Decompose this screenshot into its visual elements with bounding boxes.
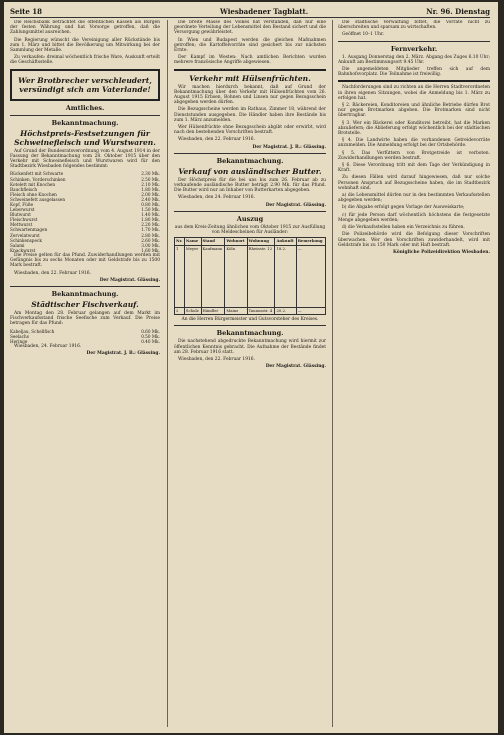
table-cell: 20.2.	[275, 307, 296, 314]
article-paragraph: § 5. Das Verfüttern von Brotgetreide ist verboten. Zuwiderhandlungen werden bestraft.	[338, 150, 490, 161]
notice-body: An die Herren Bürgermeister und Gutsvorsteher des Kreises.	[181, 317, 319, 323]
notice-body: aus dem Kreis-Zeitung ähnlichen vom Oktober 1915 zur Ausfüllung von Meldescheinen für Ausländer:	[174, 224, 326, 236]
notice-date: Wiesbaden, den 22. Februar 1916.	[178, 137, 255, 143]
notice-signature: Der Magistrat. J. B.: Glässing.	[86, 351, 160, 357]
table-row	[175, 245, 326, 307]
price-row: Kotelett mit Knochen 2.10 Mk.	[10, 181, 160, 187]
price-row: Rückenfett mit Schwarte 2.30 Mk.	[10, 171, 160, 177]
article-paragraph: b) die Abgabe erfolgt gegen Vorlage der Ausweiskarte;	[342, 205, 465, 211]
notice-subtitle: Höchstpreis-Festsetzungen für Schweinefleisch und Wurstwaren.	[14, 128, 156, 147]
price-row: Schwartenmagen 1.70 Mk.	[10, 227, 160, 233]
price-row: Kabeljau, Schellfisch 0.60 Mk.	[10, 328, 160, 334]
notice-signature: Der Magistrat. Glässing.	[265, 364, 326, 370]
table-cell: —	[296, 307, 325, 314]
price-row: Kopf, Füße 0.80 Mk.	[10, 202, 160, 207]
notice-body: Am Montag den 28. Februar gelangen auf dem Markt im Fischverkaufsstand frische Seefische zum Verkauf. Die Preise betragen für das Pfund:	[10, 310, 160, 327]
price-row: Schinkenspeck 2.60 Mk.	[10, 237, 160, 243]
notice-subtitle: Verkauf von ausländischer Butter.	[178, 166, 322, 176]
price-row: Fleischwurst 1.80 Mk.	[10, 217, 160, 223]
notice-signature: Der Magistrat. Glässing.	[265, 202, 326, 208]
notice-body: Die nachstehend abgedruckte Bekanntmachung wird hiermit zur öffentlichen Kenntnis gebracht. Die Aufnahme der Bestände findet am 28. Februar 1916 statt.	[174, 339, 326, 355]
divider	[338, 41, 490, 42]
article-paragraph: In Wien und Budapest werden die gleichen Maßnahmen getroffen; die Kartoffelvorräte sind gesichert bis zur nächsten Ernte.	[174, 37, 326, 54]
divider	[338, 80, 490, 82]
divider	[174, 325, 326, 326]
table-header: Stand	[201, 238, 225, 245]
divider	[174, 69, 326, 71]
notice-body: 1. Ausgang Donnerstag den 2. März. Abgang des Zuges 6.10 Uhr; Ankunft am Bestimmungsort 9.45 Uhr.	[338, 54, 490, 65]
table-header: Bemerkung	[296, 238, 325, 245]
notice-paragraph: Wer Hülsenfrüchte ohne Bezugsschein abgibt oder erwirbt, wird nach den bestehenden Vorschriften bestraft.	[174, 125, 326, 136]
article-paragraph: Die Reichsbank betrachtet die öffentlichen Kassen als Bürgen der festen Währung und hat Vorsorge getroffen, daß die Zahlungsmittel ausreichen.	[10, 20, 160, 36]
price-row: Mettwurst 2.20 Mk.	[10, 222, 160, 228]
notice-title: Auszug	[236, 214, 264, 223]
article-paragraph: Die Regierung wünscht die Vereinigung aller Rückstände bis zum 1. März und bittet die Bevölkerung um Mitwirkung bei der Sammlung der Metalle.	[10, 37, 160, 54]
slogan-box	[10, 69, 160, 101]
newspaper-title: Wiesbadener Tagblatt.	[220, 7, 309, 16]
notice-paragraph: Wir machen hierdurch bekannt, daß auf Grund der Bekanntmachung über den Verkehr mit Hülsenfrüchten vom 26. August 1915 Erbsen, Bohnen und Linsen nur gegen Bezugsschein abgegeben werden dürfen.	[174, 84, 326, 106]
notice-date: Wiesbaden, den 22. Februar 1916.	[178, 356, 255, 362]
article-paragraph: Nachforderungen sind zu richten an die Herren Stadtverordneten in ihren eigenen Sitzungen, wobei die Anmeldung bis 1. März zu erfolgen hat.	[338, 85, 490, 101]
page-header	[10, 7, 490, 18]
table-cell: Rheinstr. 12	[247, 245, 275, 307]
price-row: Bauchfleisch 1.80 Mk.	[10, 186, 160, 192]
notice-date: Wiesbaden, den 24. Februar 1916.	[178, 195, 255, 201]
column-rule	[167, 20, 168, 727]
column-rule	[332, 20, 333, 727]
table-cell: —	[296, 245, 325, 307]
column-3	[338, 20, 490, 728]
column-1	[10, 20, 160, 728]
article-paragraph: a) die Lebensmittel dürfen nur in den bestimmten Verkaufsstellen abgegeben werden;	[338, 193, 490, 204]
notice-signature: Der Magistrat. J. B.: Glässing.	[252, 144, 326, 150]
table-cell: 18.2.	[275, 245, 296, 307]
notice-signature: Der Magistrat. Glässing.	[99, 277, 160, 283]
article-paragraph: d) die Verkaufsstellen haben ein Verzeichnis zu führen.	[342, 225, 465, 231]
divider	[174, 153, 326, 154]
table-header: Ankunft	[275, 238, 296, 245]
article-paragraph: § 6. Diese Verordnung tritt mit dem Tage der Verkündigung in Kraft.	[338, 163, 490, 174]
price-row: Heringe 0.40 Mk.	[10, 338, 160, 344]
section-heading: Amtliches.	[65, 103, 105, 112]
table-header: Wohnort	[225, 238, 247, 245]
divider	[10, 115, 160, 116]
price-row: Fleisch ohne Knochen 2.00 Mk.	[10, 191, 160, 197]
price-row: Zervelatwurst 2.80 Mk.	[10, 232, 160, 238]
newspaper-page	[4, 2, 498, 733]
notice-title: Bekanntmachung.	[51, 118, 119, 127]
price-row: Schinken, Vorderschinken 2.50 Mk.	[10, 176, 160, 182]
article-paragraph: Zu verkaufen: dreimal wöchentlich frische Ware, Auskunft erteilt die Geschäftsstelle.	[10, 55, 160, 66]
table-cell: Kaufmann	[201, 245, 225, 307]
table-cell: Köln	[225, 245, 247, 307]
notice-body: Der Höchstpreis für die bei uns bis zum 26. Februar ab zu verkaufende ausländische Butter beträgt 2.90 Mk. für das Pfund. Die Butter wird nur an Inhaber von Butterkarten abgegeben.	[174, 177, 326, 194]
table-row	[175, 307, 326, 314]
price-row: Knackwurst 1.60 Mk.	[10, 247, 160, 253]
article-paragraph: Geöffnet 10–1 Uhr.	[342, 32, 384, 38]
article-paragraph: § 4. Die Landwirte haben die vorhandenen Getreidevorräte anzumelden. Die Anmeldung erfolgt bei der Ortsbehörde.	[338, 138, 490, 149]
article-paragraph: Die städtische Verwaltung bittet, die Vorräte nicht zu überschreiten und sparsam zu wirtschaften.	[338, 20, 490, 31]
notice-title: Verkehr mit Hülsenfrüchten.	[189, 73, 311, 83]
article-paragraph: c) für jede Person darf wöchentlich höchstens die festgesetzte Menge abgegeben werden;	[338, 212, 490, 223]
article-paragraph: Der Kampf im Westen: Nach amtlichen Berichten wurden mehrere französische Angriffe abgewiesen.	[174, 55, 326, 66]
table-cell: Händler	[201, 307, 225, 314]
notice-signature: Königliche Polizeidirektion Wiesbaden.	[392, 249, 490, 255]
notice-body: Die angemeldeten Mitglieder treffen sich auf dem Bahnhofsvorplatz. Die Teilnahme ist freiwillig.	[338, 67, 490, 78]
slogan-text: Wer Brotbrecher verschleudert, versündigt sich am Vaterlande!	[18, 75, 152, 94]
table-header: Nr.	[176, 238, 183, 244]
issue-date: Nr. 96. Dienstag	[426, 7, 490, 16]
price-list	[10, 171, 160, 253]
table-cell: Taunusstr. 4	[247, 307, 275, 314]
notice-date: Wiesbaden, den 22. Februar 1916.	[14, 270, 91, 276]
notice-intro: Auf Grund der Bundesratsverordnung vom 4. August 1914 in der Fassung der Bekanntmachung vom 28. Oktober 1915 über den Verkehr mit Schweinefleisch und Wurstwaren wird für den Stadtbezirk Wiesbaden folgendes bestimmt:	[10, 148, 160, 170]
article-paragraph: Zu diesen Fällen wird darauf hingewiesen, daß nur solche Personen Anspruch auf Bezugsscheine haben, die im Stadtbezirk wohnhaft sind.	[338, 175, 490, 191]
notice-title: Bekanntmachung.	[51, 289, 119, 298]
table-header-row	[175, 238, 326, 245]
notice-title: Bekanntmachung.	[216, 329, 284, 338]
price-row: Leberwurst 1.50 Mk.	[10, 207, 160, 213]
notice-title: Bekanntmachung.	[216, 156, 284, 165]
notice-body: Die Preise gelten für das Pfund. Zuwiderhandlungen werden mit Gefängnis bis zu sechs Monaten oder mit Geldstrafe bis zu 1500 Mark bestraft.	[10, 252, 160, 269]
notice-date: Wiesbaden, 24. Februar 1916.	[14, 343, 82, 349]
table-cell: 1	[175, 245, 185, 307]
table-cell: 2	[175, 307, 185, 314]
price-row: Seelachs 0.50 Mk.	[10, 333, 160, 339]
article-paragraph: § 2. Bäckereien, Konditoreien und ähnliche Betriebe dürfen Brot nur gegen Brotmarken abgeben. Die Brotmarken sind nicht übertragbar.	[338, 103, 490, 119]
table-cell: Schulz	[184, 307, 201, 314]
notice-title: Fernverkehr.	[390, 44, 438, 53]
column-2	[174, 20, 326, 728]
table-header: Wohnung	[247, 238, 275, 245]
table-header: Name	[184, 238, 201, 245]
article-paragraph: Die breite Masse des Volkes hat verstanden, daß nur eine geordnete Verteilung der Lebensmittel den Bestand sichert und die Versorgung gewährleistet.	[174, 20, 326, 36]
price-row: Blutwurst 1.40 Mk.	[10, 212, 160, 218]
table-cell: Mainz	[225, 307, 247, 314]
notice-subtitle: Städtischer Fischverkauf.	[31, 299, 139, 309]
price-row: Salami 3.00 Mk.	[10, 242, 160, 248]
article-paragraph: § 3. Wer ein Bäckerei oder Konditorei betreibt, hat die Marken abzuliefern; die Ablieferung erfolgt wöchentlich bei der städtischen Brotstelle.	[338, 120, 490, 137]
divider	[10, 286, 160, 287]
article-paragraph: Die Polizeibehörde wird die Befolgung dieser Vorschriften überwachen. Wer den Vorschriften zuwiderhandelt, wird mit Geldstrafe bis zu 150 Mark oder mit Haft bestraft.	[338, 232, 490, 248]
table-cell: Meyer	[184, 245, 201, 307]
registration-table	[174, 237, 326, 315]
price-row: Schweinefett ausgelassen 2.40 Mk.	[10, 196, 160, 202]
page-number: Seite 18	[10, 7, 43, 16]
divider	[174, 211, 326, 212]
notice-paragraph: Die Bezugsscheine werden im Rathaus, Zimmer 18, während der Dienststunden ausgegeben. Die Händler haben ihre Bestände bis zum 1. März anzumelden.	[174, 107, 326, 123]
